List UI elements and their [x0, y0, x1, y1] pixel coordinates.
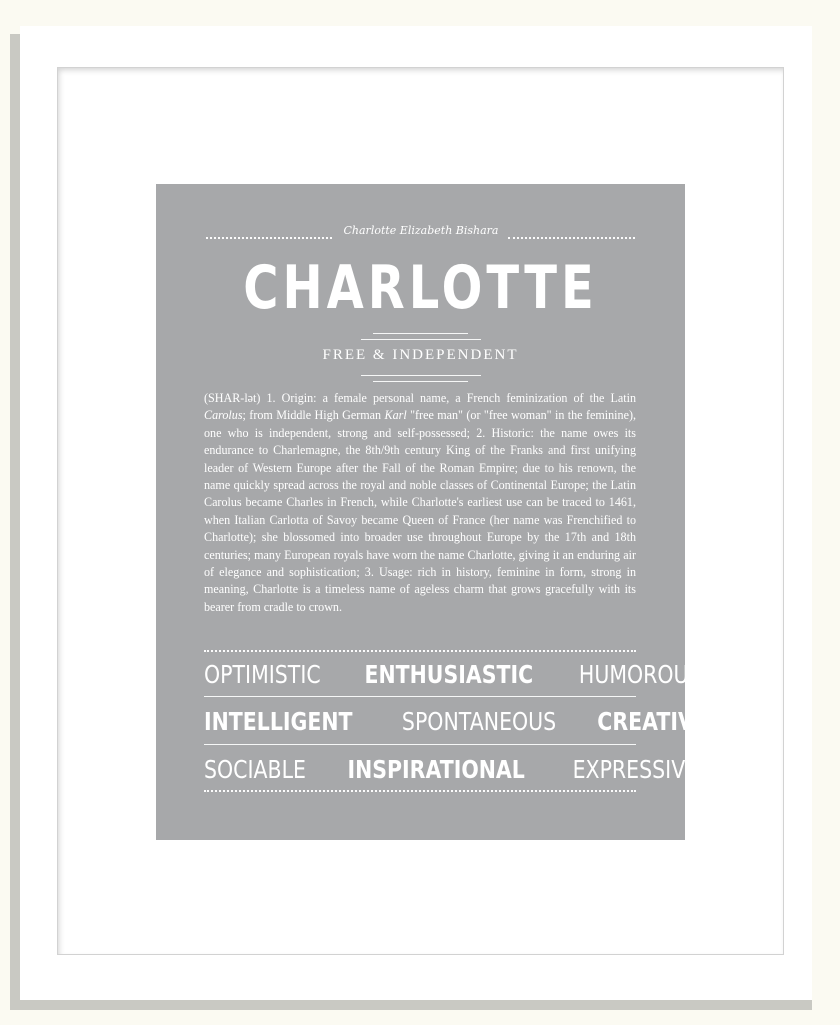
- trait-word: SOCIABLE: [204, 754, 306, 784]
- name-meaning: FREE & INDEPENDENT: [322, 347, 519, 363]
- signature: Charlotte Elizabeth Bishara: [343, 224, 499, 237]
- trait-word: EXPRESSIVE: [572, 754, 698, 784]
- definition-italic: Carolus: [204, 408, 243, 423]
- trait-word: SPONTANEOUS: [402, 706, 557, 736]
- name-definition: [204, 390, 636, 616]
- name-title: CHARLOTTE: [243, 253, 598, 323]
- trait-word: OPTIMISTIC: [204, 659, 321, 689]
- definition-italic: Karl: [384, 408, 407, 423]
- dotted-divider: [204, 790, 636, 792]
- trait-row: [204, 705, 709, 737]
- rule-line: [204, 744, 636, 745]
- definition-text: ; from Middle High German: [242, 408, 385, 423]
- dotted-divider: [508, 237, 635, 239]
- definition-text: (SHAR-lət) 1. Origin: a female personal name, a French feminization of the Latin: [204, 391, 636, 405]
- dotted-divider: [206, 237, 332, 239]
- trait-word: CREATIVE: [597, 706, 709, 736]
- rule-line: [361, 375, 481, 376]
- trait-word: INSPIRATIONAL: [347, 754, 526, 784]
- frame-shadow: [10, 1000, 812, 1010]
- rule-line: [373, 381, 468, 382]
- trait-word: HUMOROUS: [578, 659, 702, 689]
- rule-line: [361, 339, 481, 340]
- trait-row: [204, 658, 702, 690]
- definition-text: "free man" (or "free woman" in the feminine), one who is independent, strong and self-possessed; 2. Historic: the name owes its endurance to Charlemagne, the 8th/9th century King of the Franks and first unifying leader of Western Europe after the Fall of the Roman Empire; due to his renown, the name quickly spread across the royal and noble classes of Continental Europe; the Latin Carolus became Charles in French, while Charlotte's earliest use can be traced to 1461, when Italian Carlotta of Savoy became Queen of France (her name was Frenchified to Charlotte); she blossomed into broader use throughout Europe by the 17th and 18th centuries; many European royals have worn the name Charlotte, giving it an enduring air of elegance and sophistication; 3. Usage: rich in history, feminine in form, strong in meaning, Charlotte is a timeless name of ageless charm that grows gracefully with its bearer from cradle to crown.: [204, 408, 636, 614]
- name-print-panel: [156, 184, 709, 840]
- rule-line: [373, 333, 468, 334]
- rule-line: [204, 696, 636, 697]
- frame-shadow: [10, 34, 20, 1010]
- trait-row: [204, 753, 698, 785]
- trait-word: INTELLIGENT: [204, 706, 353, 736]
- trait-word: ENTHUSIASTIC: [364, 659, 534, 689]
- dotted-divider: [204, 650, 636, 652]
